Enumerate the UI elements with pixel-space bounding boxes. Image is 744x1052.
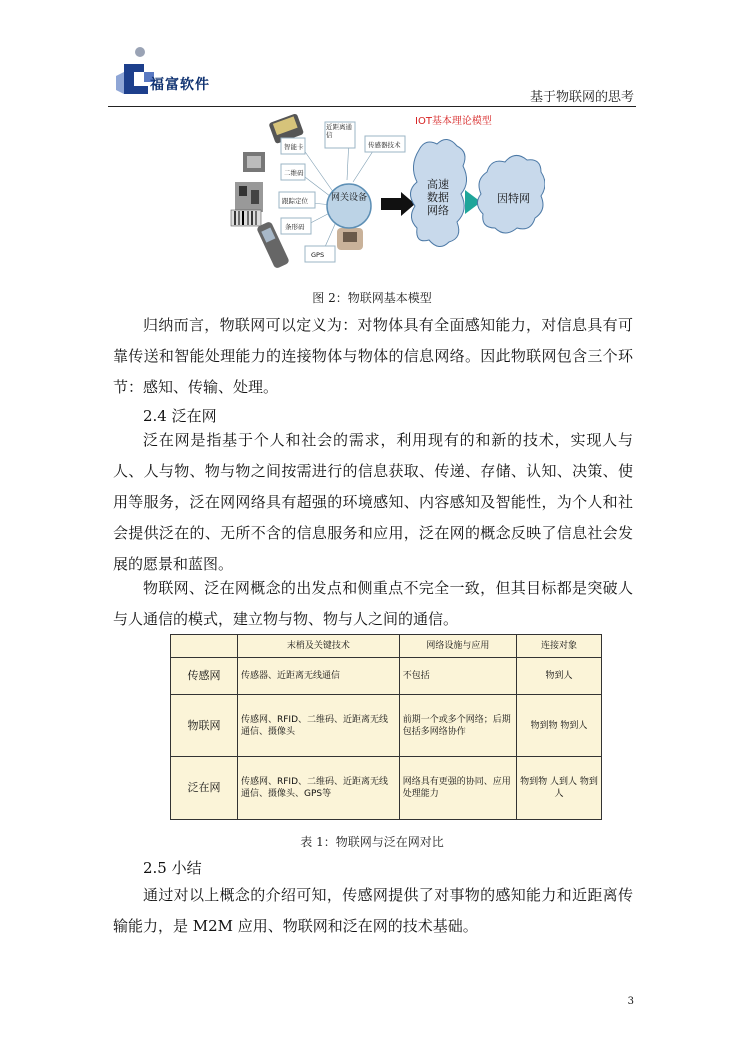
- arrow-to-network: [381, 192, 415, 216]
- table-row: [171, 757, 602, 820]
- logo-text: 福富软件: [150, 77, 210, 93]
- header-rule: [108, 106, 636, 107]
- table-cell: 物到人: [517, 658, 602, 695]
- row-header: 泛在网: [171, 757, 238, 820]
- row-header: 传感网: [171, 658, 238, 695]
- network-label: 高速数据网络: [427, 178, 449, 217]
- table-cell: 传感器、近距离无线通信: [238, 658, 400, 695]
- row-header: 物联网: [171, 694, 238, 757]
- table-header-cell: 连接对象: [517, 635, 602, 658]
- table-row: [171, 694, 602, 757]
- table-header-cell: 网络设施与应用: [399, 635, 516, 658]
- label-barcode: 条形码: [285, 223, 305, 231]
- internet-label: 因特网: [497, 192, 530, 205]
- label-gps: GPS: [311, 251, 325, 259]
- figure-caption: 图 2：物联网基本模型: [312, 291, 432, 305]
- table-header-cell: [171, 635, 238, 658]
- table-cell: 传感网、RFID、二维码、近距离无线通信、摄像头、GPS等: [238, 757, 400, 820]
- label-tracking: 跟踪定位: [282, 197, 308, 205]
- label-short-range: 近距离通信: [326, 123, 352, 139]
- label-sensor: 传感器技术: [368, 141, 401, 149]
- paragraph-summary: 通过对以上概念的介绍可知，传感网提供了对事物的感知能力和近距离传输能力，是 M2M 应用、物联网和泛在网的技术基础。: [113, 886, 633, 935]
- table-header-row: [171, 635, 602, 658]
- table-cell: 物到物 物到人: [517, 694, 602, 757]
- table-cell: 不包括: [399, 658, 516, 695]
- figure-title: IOT基本理论模型: [415, 116, 492, 127]
- heading-ubiquitous-network: 2.4 泛在网: [143, 407, 217, 425]
- table-cell: 网络具有更强的协同、应用处理能力: [399, 757, 516, 820]
- table-cell: 前期一个或多个网络；后期包括多网络协作: [399, 694, 516, 757]
- label-qr-code: 二维码: [284, 169, 304, 177]
- paragraph-ubiquitous-network: 泛在网是指基于个人和社会的需求，利用现有的和新的技术，实现人与人、人与物、物与物之间按需进行的信息获取、传递、存储、认知、决策、使用等服务，泛在网网络具有超强的环境感知、内容感知及智能性，为个人和社会提供泛在的、无所不含的信息服务和应用，泛在网的概念反映了信息社会发展的愿景和蓝图。: [113, 431, 633, 573]
- table-cell: 物到物 人到人 物到人: [517, 757, 602, 820]
- table-caption: 表 1：物联网与泛在网对比: [300, 835, 444, 849]
- comparison-table: [170, 634, 602, 820]
- gateway-label: 网关设备: [331, 193, 367, 203]
- table-cell: 传感网、RFID、二维码、近距离无线通信、摄像头: [238, 694, 400, 757]
- iot-model-figure: [225, 110, 545, 282]
- paragraph-iot-definition: 归纳而言，物联网可以定义为：对物体具有全面感知能力，对信息具有可靠传送和智能处理能力的连接物体与物体的信息网络。因此物联网包含三个环节：感知、传输、处理。: [113, 316, 633, 396]
- paragraph-comparison: 物联网、泛在网概念的出发点和侧重点不完全一致，但其目标都是突破人与人通信的模式，建立物与物、物与人之间的通信。: [113, 579, 633, 628]
- heading-summary: 2.5 小结: [143, 859, 202, 877]
- table-header-cell: 末梢及关键技术: [238, 635, 400, 658]
- label-smart-card: 智能卡: [284, 143, 304, 151]
- header-title: 基于物联网的思考: [529, 90, 634, 105]
- table-row: [171, 658, 602, 695]
- page-number: 3: [627, 996, 634, 1007]
